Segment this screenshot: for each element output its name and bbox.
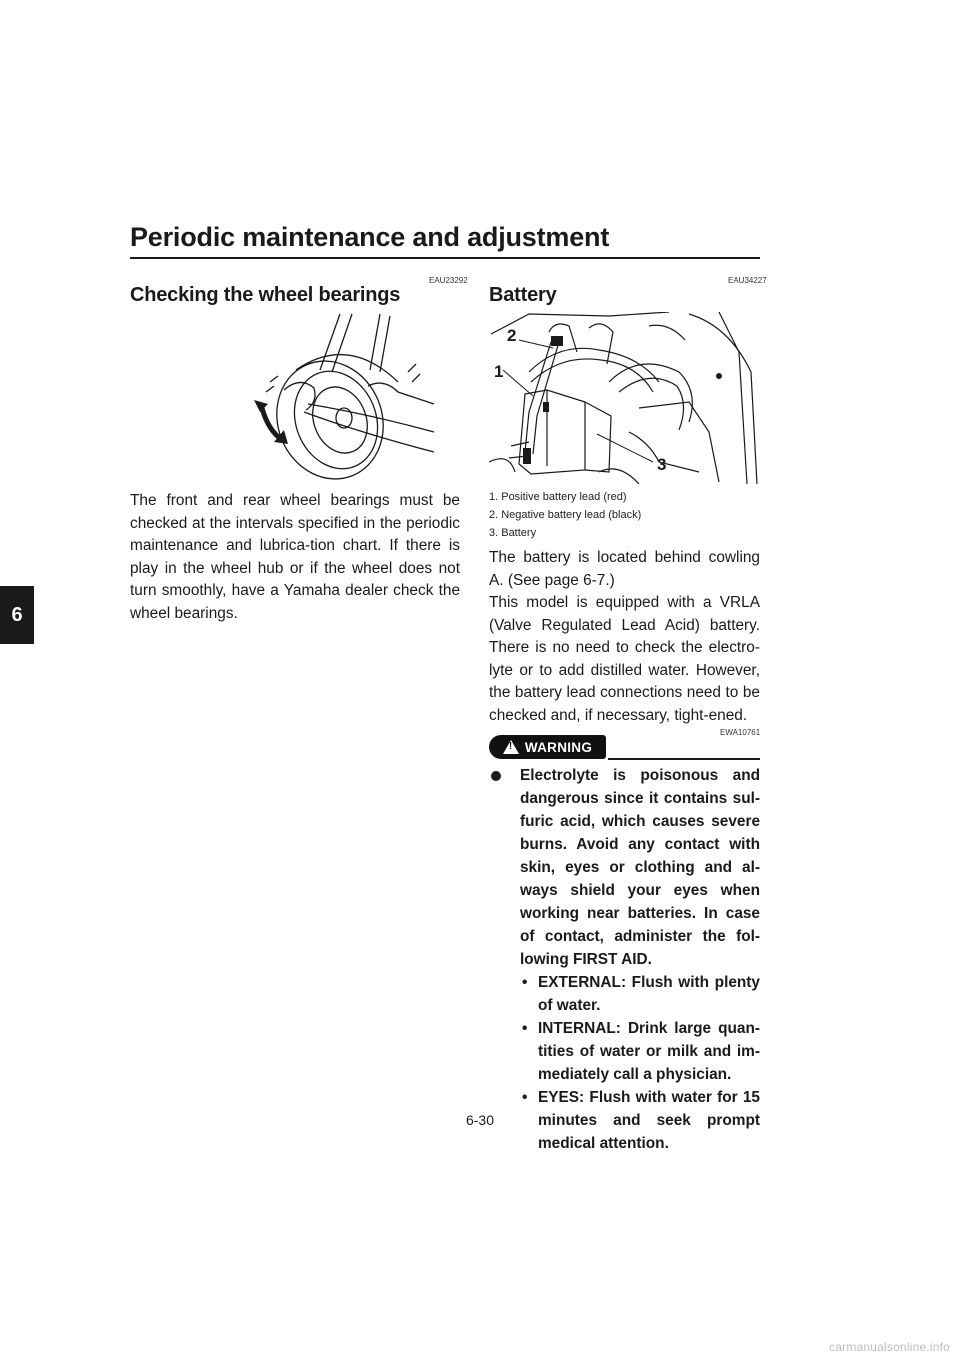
battery-title: Battery xyxy=(489,284,557,306)
warning-label: WARNING xyxy=(524,739,593,755)
chapter-tab: 6 xyxy=(0,586,34,644)
callout-1: 1 xyxy=(494,362,504,381)
battery-location-paragraph: The battery is located behind cowling A. (See page 6-7.) xyxy=(489,549,760,589)
first-aid-eyes: • EYES: Flush with water for 15 minutes and seek prompt medical attention. xyxy=(520,1086,760,1155)
watermark: carmanualsonline.info xyxy=(829,1340,950,1354)
first-aid-external: • EXTERNAL: Flush with plenty of water. xyxy=(520,971,760,1017)
battery-vrla-paragraph: This model is equipped with a VRLA (Valve Regulated Lead Acid) battery. There is no need to check the electro-lyte or to add distilled water. However, the battery lead connections need to be checked and, if necessary, tight-ened. xyxy=(489,594,760,724)
wheel-bearing-illustration xyxy=(248,312,438,484)
warning-code: EWA10761 xyxy=(720,728,761,737)
first-aid-internal: • INTERNAL: Drink large quan-tities of water or milk and im-mediately call a physician. xyxy=(520,1017,760,1086)
callout-2: 2 xyxy=(507,326,517,345)
callout-3: 3 xyxy=(657,455,667,474)
warning-badge xyxy=(489,735,606,759)
header-rule xyxy=(130,257,760,259)
page-number: 6-30 xyxy=(465,1112,495,1128)
warning-body xyxy=(489,764,760,1155)
left-section-code: EAU23292 xyxy=(429,276,468,285)
wheel-bearings-paragraph: The front and rear wheel bearings must be checked at the intervals specified in the periodic maintenance and lubrica-tion chart. If there is play in the wheel hub or if the wheel does not turn smoothly, have a Yamaha dealer check the wheel bearings. xyxy=(130,492,460,622)
warning-triangle-icon xyxy=(503,740,519,754)
warning-rule xyxy=(608,758,760,760)
caption-positive-lead: 1. Positive battery lead (red) xyxy=(489,491,627,503)
bullet-icon xyxy=(491,771,501,781)
figure-captions xyxy=(489,488,641,542)
caption-negative-lead: 2. Negative battery lead (black) xyxy=(489,509,642,521)
warning-item xyxy=(489,764,760,1155)
wheel-bearings-title: Checking the wheel bearings xyxy=(130,284,401,306)
right-section-code: EAU34227 xyxy=(728,276,767,285)
page-title: Periodic maintenance and adjustment xyxy=(130,222,610,252)
warning-main-text: Electrolyte is poisonous and dangerous since it contains sul-furic acid, which causes severe burns. Avoid any contact with skin, eyes or clothing and al-ways shield your eyes when working near batteries. In case of contact, administer the fol-lowing FIRST AID. xyxy=(520,767,760,968)
caption-battery: 3. Battery xyxy=(489,527,537,539)
battery-illustration xyxy=(489,312,760,484)
